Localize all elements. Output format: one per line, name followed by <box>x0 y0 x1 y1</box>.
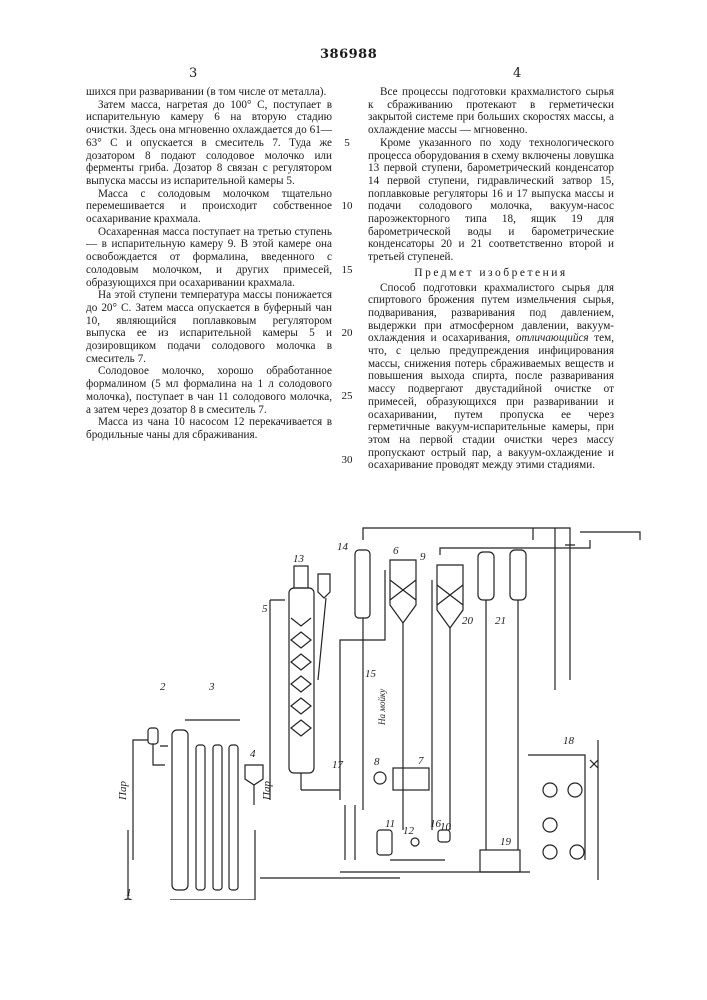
left-column <box>86 86 332 442</box>
pipe <box>440 540 590 555</box>
page-number-left: 3 <box>189 66 197 81</box>
label-12: 12 <box>403 825 415 837</box>
pipe <box>160 720 255 900</box>
label-9: 9 <box>420 551 426 563</box>
condenser-20 <box>478 552 494 600</box>
pipe <box>486 600 518 850</box>
wash-label: На мойку <box>377 689 387 726</box>
heater-3c <box>213 745 222 890</box>
column-trays <box>291 618 311 736</box>
mixer-7 <box>393 768 429 790</box>
line-number: 15 <box>340 264 354 276</box>
paragraph: Масса с солодовым молочком тщательно перемешивается и происходит собственное осахаривание крахмала. <box>86 188 332 226</box>
label-14: 14 <box>337 541 349 553</box>
paragraph: Затем масса, нагретая до 100° С, поступает в испарительную камеру 6 на вторую стадию очистки. Здесь она мгновенно охлаждается до 61—63° С и опускается в смеситель 7. Туда же дозатором 8 подают солодовое молочко или ферменты гриба. Дозатор 8 связан с регулятором выпуска массы из испарительной камеры 5. <box>86 99 332 188</box>
label-4: 4 <box>250 748 256 760</box>
label-8: 8 <box>374 756 380 768</box>
ejector-18d <box>543 845 557 859</box>
label-19: 19 <box>500 836 512 848</box>
label-3: 3 <box>208 681 215 693</box>
heater-3b <box>196 745 205 890</box>
label-1: 1 <box>126 887 132 899</box>
pump-12 <box>411 838 419 846</box>
evaporator-6-baffles <box>390 580 416 600</box>
ejector-18e <box>570 845 584 859</box>
line-number: 10 <box>340 200 354 212</box>
label-5: 5 <box>262 603 268 615</box>
label-20: 20 <box>462 615 474 627</box>
claims-heading: Предмет изобретения <box>368 267 614 280</box>
ejector-18c <box>543 818 557 832</box>
label-11: 11 <box>385 818 395 830</box>
patent-number: 386988 <box>320 47 377 62</box>
box-19 <box>480 850 520 872</box>
separator <box>318 574 330 680</box>
label-2: 2 <box>160 681 166 693</box>
paragraph: На этой ступени температура массы понижается до 20° С. Затем масса опускается в буферный чан 10, являющийся поплавковым регулятором выпуска ее из испарительной камеры 5 и дозировщиком подачи солодового молочка в смеситель 7. <box>86 289 332 365</box>
heater-3d <box>229 745 238 890</box>
paragraph: Осахаренная масса поступает на третью ступень — в испарительную камеру 9. В этой камере она освобождается от формалина, введенного с солодовым молочком, и других примесей, образующихся при осахаривании крахмала. <box>86 226 332 290</box>
label-18: 18 <box>563 735 575 747</box>
label-7: 7 <box>418 755 424 767</box>
page-number-right: 4 <box>513 66 521 81</box>
heater-3 <box>172 730 188 890</box>
pipe <box>133 740 165 860</box>
line-number: 30 <box>340 454 354 466</box>
pipe <box>260 805 445 878</box>
evaporator-9 <box>437 565 463 628</box>
process-diagram <box>0 500 707 900</box>
line-number: 20 <box>340 327 354 339</box>
paragraph: Масса из чана 10 насосом 12 перекачивается в бродильные чаны для сбраживания. <box>86 416 332 441</box>
line-number: 5 <box>340 137 354 149</box>
label-16: 16 <box>430 818 442 830</box>
claim-italic: отличающийся <box>516 332 589 344</box>
label-21: 21 <box>495 615 506 627</box>
label-15: 15 <box>365 668 377 680</box>
evaporator-5 <box>289 588 314 773</box>
pipe <box>528 740 598 880</box>
claim-text: Способ подготовки крахмалистого сырья для спиртового брожения путем измельчения сырья, подваривания, разваривания под давлением, выдержки при атмосферном давлении, вакуум-охлаждения и осахаривания, <box>368 282 614 345</box>
pipe <box>270 600 340 800</box>
evaporator-9-baffles <box>437 585 463 605</box>
trap-13 <box>294 566 308 588</box>
steam-label: Пар <box>261 781 273 801</box>
right-column <box>368 86 614 472</box>
label-10: 10 <box>440 821 452 833</box>
paragraph: Все процессы подготовки крахмалистого сырья к сбраживанию протекают в герметически закрытой системе при больших скоростях массы, а охлаждение массы — мгновенно. <box>368 86 614 137</box>
evaporator-6 <box>390 560 416 623</box>
pipe <box>363 528 640 690</box>
line-number: 25 <box>340 390 354 402</box>
paragraph: шихся при разваривании (в том числе от металла). <box>86 86 332 99</box>
pipe <box>340 570 450 830</box>
paragraph: Солодовое молочко, хорошо обработанное формалином (5 мл формалина на 1 л солодового молочка), поступает в чан 11 солодового молочка, а затем через дозатор 8 в смеситель 7. <box>86 365 332 416</box>
label-13: 13 <box>293 553 305 565</box>
ejector-18 <box>543 783 557 797</box>
label-17: 17 <box>332 759 344 771</box>
condenser-21 <box>510 550 526 600</box>
mixer-2 <box>148 728 158 744</box>
steam-label: Пар <box>117 781 129 801</box>
label-6: 6 <box>393 545 399 557</box>
condenser-14 <box>355 550 370 618</box>
claim-paragraph <box>368 282 614 473</box>
dosator-8 <box>374 772 386 784</box>
pump-1 <box>122 899 134 900</box>
paragraph: Кроме указанного по ходу технологического процесса оборудования в схему включены ловушка 13 первой ступени, барометрический конденсатор 14 первой ступени, гидравлический затвор 15, поплавковые регуляторы 16 и 17 выпуска массы и подачи солодового молочка, вакуум-насос пароэжекторного типа 18, ящик 19 для барометрической воды и барометрические конденсаторы 20 и 21 соответственно второй и третьей ступеней. <box>368 137 614 264</box>
claim-text: тем, что, с целью предупреждения инфицирования массы, снижения потерь сбраживаемых веществ и повышения выхода спирта, после разваривания массу подвергают двустадийной очистке от примесей, образующихся при разваривании и осахаривании, путем пропуска ее через герметичные вакуум-испарительные камеры, при этом на первой стадии очистки через массу пропускают острый пар, а вакуум-охлаждение и осахаривание проводят между этими стадиями. <box>368 332 614 471</box>
tank-11 <box>377 830 392 855</box>
ejector-18b <box>568 783 582 797</box>
